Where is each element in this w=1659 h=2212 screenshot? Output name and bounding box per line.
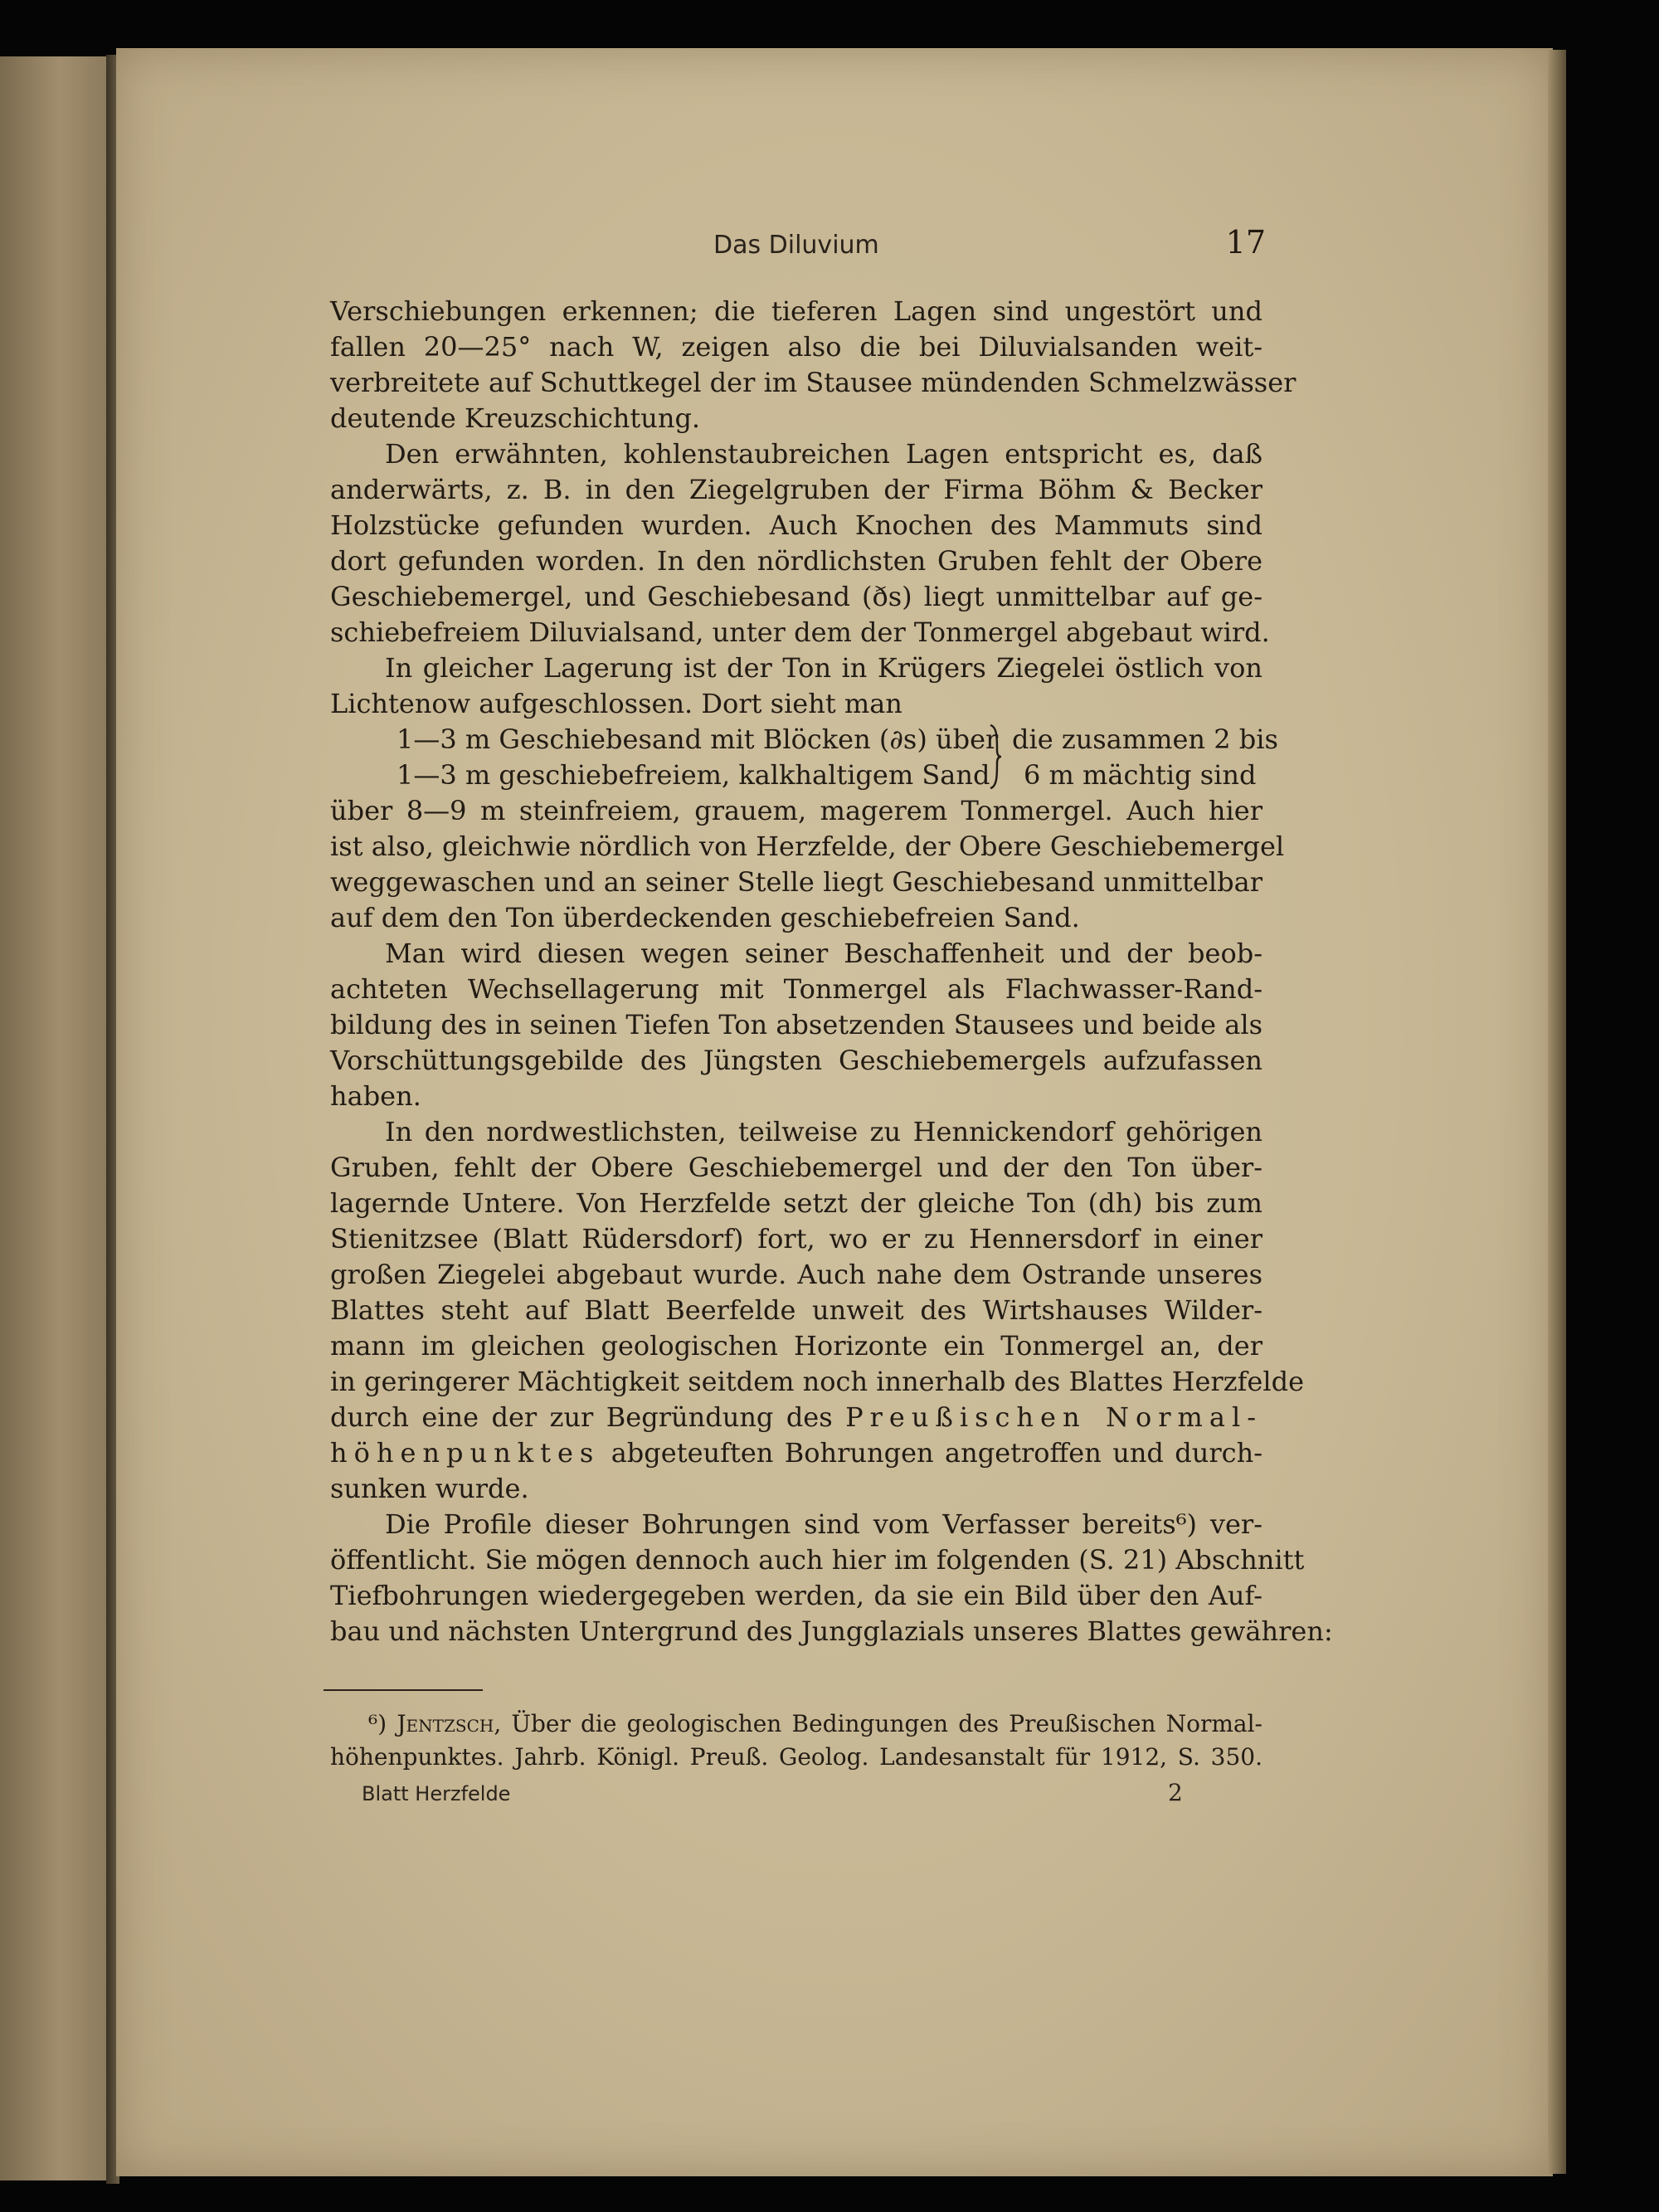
text-line: großen Ziegelei abgebaut wurde. Auch nahe dem Ostrande unseres (330, 1259, 1262, 1290)
text-line: dort gefunden worden. In den nördlichsten Gruben fehlt der Obere (330, 545, 1262, 577)
footnote (330, 1708, 1262, 1774)
text-run: durch eine der zur Begründung des (330, 1401, 833, 1433)
running-title: Das Diluvium (713, 231, 879, 260)
text-line: ist also, gleichwie nördlich von Herzfelde, der Obere Geschiebemergel (330, 831, 1285, 862)
text-line: sunken wurde. (330, 1473, 529, 1504)
text-line (330, 1400, 1262, 1435)
text-line: Geschiebemergel, und Geschiebesand (ðs) liegt unmittelbar auf ge- (330, 581, 1262, 612)
text-line: Den erwähnten, kohlenstaubreichen Lagen entspricht es, daß (385, 438, 1262, 470)
text-line: schiebefreiem Diluvialsand, unter dem der Tonmergel abgebaut wird. (330, 616, 1270, 648)
text-line: anderwärts, z. B. in den Ziegelgruben der Firma Böhm & Becker (330, 474, 1262, 505)
text-line: Gruben, fehlt der Obere Geschiebemergel und der den Ton über- (330, 1152, 1262, 1183)
text-line: fallen 20—25° nach W, zeigen also die bei Diluvialsanden weit- (330, 331, 1262, 363)
spaced-text: Preußischen Normal- (845, 1401, 1263, 1433)
footnote-line (330, 1708, 1262, 1741)
text-line: weggewaschen und an seiner Stelle liegt Geschiebesand unmittelbar (330, 866, 1262, 898)
page-footer (362, 1779, 1191, 1815)
text-line: über 8—9 m steinfreiem, grauem, magerem Tonmergel. Auch hier (330, 795, 1262, 826)
text-line: öffentlicht. Sie mögen dennoch auch hier im folgenden (S. 21) Abschnitt (330, 1544, 1305, 1576)
profile-row-1: 1—3 m Geschiebesand mit Blöcken (∂s) über (397, 724, 999, 755)
text-line: verbreitete auf Schuttkegel der im Stausee mündenden Schmelzwässer (330, 367, 1297, 398)
text-line: deutende Kreuzschichtung. (330, 402, 701, 434)
text-line: bau und nächsten Untergrund des Jungglazials unseres Blattes gewähren: (330, 1615, 1333, 1647)
running-header (214, 224, 1266, 274)
text-line: in geringerer Mächtigkeit seitdem noch innerhalb des Blattes Herzfelde (330, 1366, 1305, 1397)
text-line: Vorschüttungsgebilde des Jüngsten Geschiebemergels aufzufassen (330, 1045, 1262, 1076)
profile-note-1: die zusammen 2 bis (1012, 724, 1278, 755)
text-line: Blattes steht auf Blatt Beerfelde unweit des Wirtshauses Wilder- (330, 1294, 1262, 1326)
footnote-line: höhenpunktes. Jahrb. Königl. Preuß. Geolog. Landesanstalt für 1912, S. 350. (330, 1743, 1262, 1771)
text-line: Lichtenow aufgeschlossen. Dort sieht man (330, 688, 902, 719)
text-line: Holzstücke gefunden wurden. Auch Knochen des Mammuts sind (330, 509, 1262, 541)
text-line: lagernde Untere. Von Herzfelde setzt der gleiche Ton (dh) bis zum (330, 1187, 1262, 1219)
brace-icon (987, 724, 1002, 790)
footnote-author: Jentzsch, (397, 1710, 502, 1737)
text-line: bildung des in seinen Tiefen Ton absetzenden Stausees und beide als (330, 1009, 1262, 1040)
previous-page-edge (0, 56, 109, 2180)
footnote-rule (324, 1689, 483, 1691)
spaced-text: höhenpunktes (330, 1437, 601, 1469)
sheet-label: Blatt Herzfelde (362, 1782, 511, 1805)
footnote-text: Über die geologischen Bedingungen des Preußischen Normal- (511, 1710, 1262, 1737)
text-line: achteten Wechsellagerung mit Tonmergel als Flachwasser-Rand- (330, 973, 1262, 1005)
profile-listing (330, 722, 1278, 793)
text-line: Tiefbohrungen wiedergegeben werden, da sie ein Bild über den Auf- (330, 1580, 1262, 1611)
text-run: abgeteuften Bohrungen angetroffen und durch- (611, 1437, 1263, 1469)
text-line: In gleicher Lagerung ist der Ton in Krügers Ziegelei östlich von (385, 652, 1262, 684)
page-edge-shadow (1548, 50, 1566, 2174)
text-line: mann im gleichen geologischen Horizonte ein Tonmergel an, der (330, 1330, 1262, 1362)
text-line: haben. (330, 1080, 421, 1112)
profile-row-2: 1—3 m geschiebefreiem, kalkhaltigem Sand (397, 759, 990, 791)
text-line: Die Profile dieser Bohrungen sind vom Verfasser bereits⁶) ver- (385, 1508, 1262, 1540)
text-line: Verschiebungen erkennen; die tieferen Lagen sind ungestört und (330, 295, 1262, 327)
text-line: Man wird diesen wegen seiner Beschaffenheit und der beob- (385, 938, 1262, 969)
page-number: 17 (1225, 224, 1266, 261)
text-line: In den nordwestlichsten, teilweise zu Hennickendorf gehörigen (385, 1116, 1262, 1147)
profile-note-2: 6 m mächtig sind (1024, 759, 1257, 791)
text-line: auf dem den Ton überdeckenden geschiebefreien Sand. (330, 902, 1080, 933)
footnote-marker: ⁶) (368, 1710, 387, 1737)
body-text (330, 294, 1333, 1649)
text-line (330, 1435, 1262, 1471)
signature-mark: 2 (1168, 1779, 1183, 1806)
text-line: Stienitzsee (Blatt Rüdersdorf) fort, wo er zu Hennersdorf in einer (330, 1223, 1262, 1255)
